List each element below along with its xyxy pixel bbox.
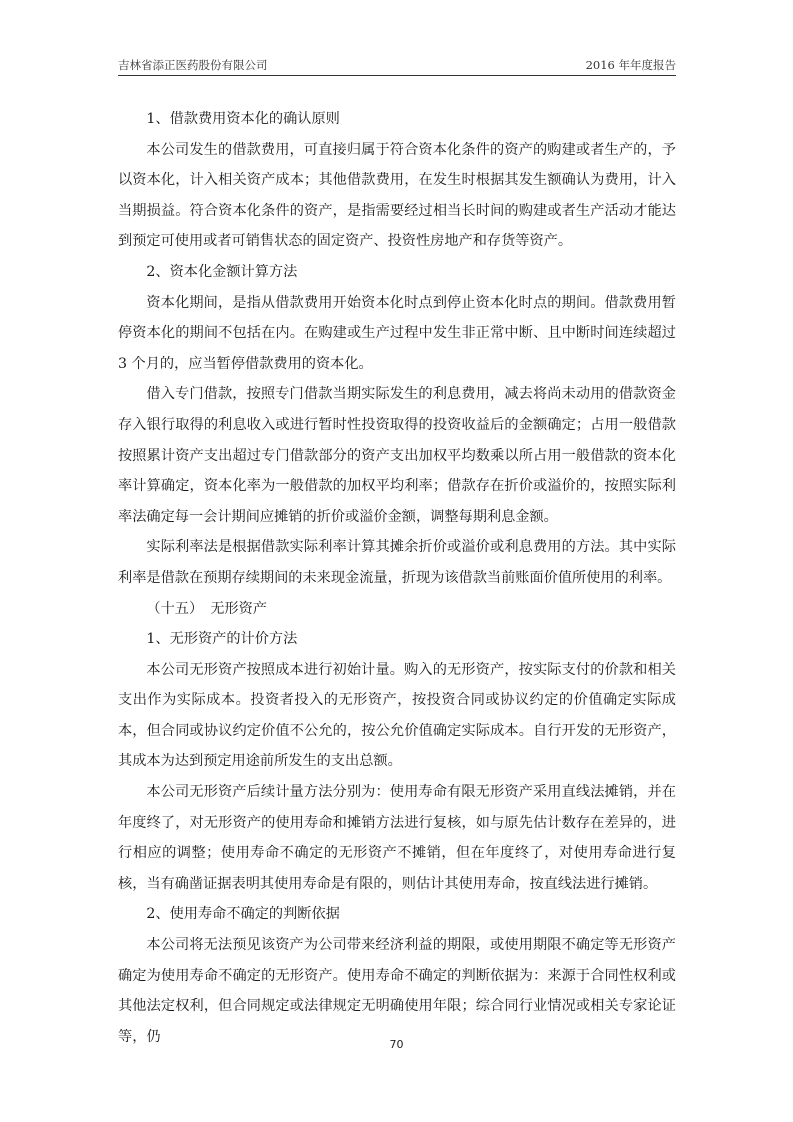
- section-heading: 2、资本化金额计算方法: [146, 263, 298, 280]
- report-title: 2016 年年度报告: [585, 58, 676, 72]
- paragraph: 本公司无形资产按照成本进行初始计量。购入的无形资产，按实际支付的价款和相关支出作为实际成本。投资者投入的无形资产，按投资合同或协议约定的价值确定实际成本，但合同或协议约定价值不公允的，按公允价值确定实际成本。自行开发的无形资产，其成本为达到预定用途前所发生的支出总额。: [118, 661, 676, 770]
- company-name: 吉林省添正医药股份有限公司: [118, 58, 268, 72]
- section-heading: （十五） 无形资产: [146, 600, 267, 617]
- section-heading: 1、无形资产的计价方法: [146, 631, 298, 648]
- paragraph: 本公司将无法预见该资产为公司带来经济利益的期限，或使用期限不确定等无形资产确定为使用寿命不确定的无形资产。使用寿命不确定的判断依据为：来源于合同性权利或其他法定权利，但合同规定或法律规定无明确使用年限；综合同行业情况或相关专家论证等，仍: [118, 937, 676, 1045]
- section-heading: 1、借款费用资本化的确认原则: [146, 111, 340, 127]
- page-number: 70: [389, 1038, 404, 1051]
- paragraph: 资本化期间，是指从借款费用开始资本化时点到停止资本化时点的期间。借款费用暂停资本化的期间不包括在内。在购建或生产过程中发生非正常中断、且中断时间连续超过 3 个月的，应当暂停借款费用的资本化。: [118, 294, 676, 372]
- paragraph: 本公司无形资产后续计量方法分别为：使用寿命有限无形资产采用直线法摊销，并在年度终了，对无形资产的使用寿命和摊销方法进行复核，如与原先估计数存在差异的，进行相应的调整；使用寿命不确定的无形资产不摊销，但在年度终了，对使用寿命进行复核，当有确凿证据表明其使用寿命是有限的，则估计其使用寿命，按直线法进行摊销。: [118, 784, 676, 892]
- paragraph: 本公司发生的借款费用，可直接归属于符合资本化条件的资产的购建或者生产的，予以资本化，计入相关资产成本；其他借款费用，在发生时根据其发生额确认为费用，计入当期损益。符合资本化条件的资产，是指需要经过相当长时间的购建或者生产活动才能达到预定可使用或者可销售状态的固定资产、投资性房地产和存货等资产。: [118, 141, 676, 250]
- section-heading: 2、使用寿命不确定的判断依据: [146, 906, 340, 923]
- paragraph: 实际利率法是根据借款实际利率计算其摊余折价或溢价或利息费用的方法。其中实际利率是借款在预期存续期间的未来现金流量，折现为该借款当前账面价值所使用的利率。: [118, 539, 676, 586]
- paragraph: 借入专门借款，按照专门借款当期实际发生的利息费用，减去将尚未动用的借款资金存入银行取得的利息收入或进行暂时性投资取得的投资收益后的金额确定；占用一般借款按照累计资产支出超过专门借款部分的资产支出加权平均数乘以所占用一般借款的资本化率计算确定，资本化率为一般借款的加权平均利率；借款存在折价或溢价的，按照实际利率法确定每一会计期间应摊销的折价或溢价金额，调整每期利息金额。: [118, 386, 676, 525]
- page-header: [118, 55, 676, 76]
- document-body: [118, 104, 676, 1052]
